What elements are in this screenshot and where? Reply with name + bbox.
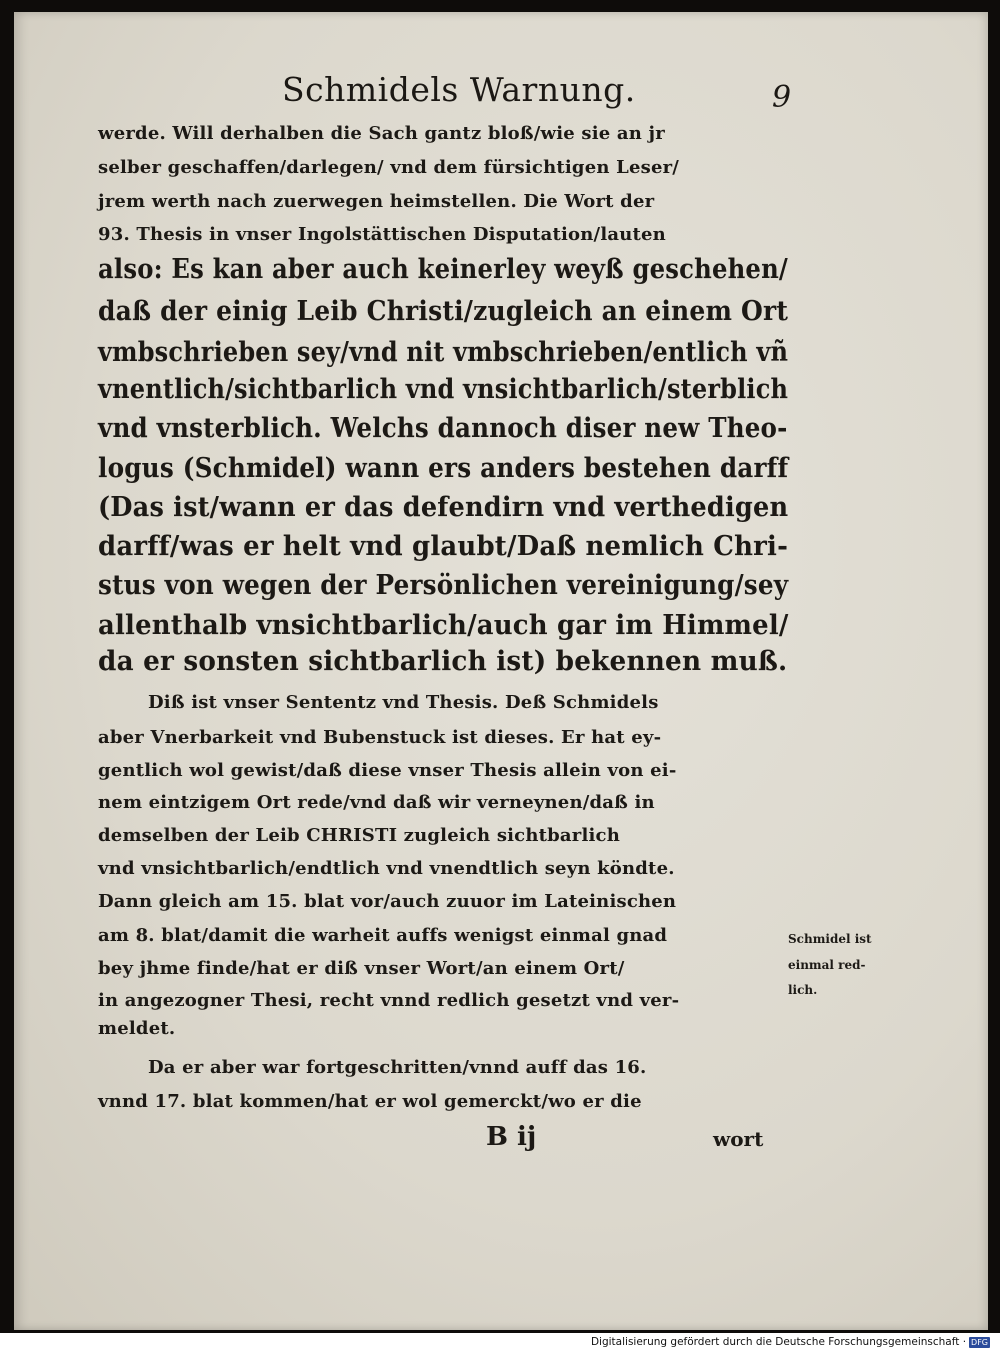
page-number: 9 [772,80,792,115]
credit-text: Digitalisierung gefördert durch die Deutsche Forschungsgemeinschaft · [590,1336,967,1348]
digitization-credit [591,1336,990,1348]
text-line: vnd vnsterblich. Welchs dannoch diser new Theo- [98,413,788,444]
text-line: daß der einig Leib Christi/zugleich an einem Ort [98,296,789,327]
text-line: nem eintzigem Ort rede/vnd daß wir verneynen/daß in [98,792,655,813]
text-line: (Das ist/wann er das defendirn vnd verthedigen [98,492,789,523]
text-line: 93. Thesis in vnser Ingolstättischen Disputation/lauten [98,224,666,245]
text-line: demselben der Leib CHRISTI zugleich sichtbarlich [98,825,621,846]
margin-note-line: lich. [788,983,818,997]
dfg-logo-icon: DFG [971,1337,988,1347]
signature-mark: B ij [486,1122,537,1152]
text-line: Dann gleich am 15. blat vor/auch zuuor im Lateinischen [98,891,677,912]
catchword: wort [713,1127,764,1151]
text-line: in angezogner Thesi, recht vnnd redlich gesetzt vnd ver- [98,990,680,1011]
margin-note-line: einmal red- [788,958,866,972]
text-line: gentlich wol gewist/daß diese vnser Thesis allein von ei- [98,760,677,781]
margin-note-line: Schmidel ist [788,932,872,946]
text-line: stus von wegen der Persönlichen vereinigung/sey [98,570,789,601]
text-line: logus (Schmidel) wann ers anders bestehen darff [98,453,789,484]
text-line: aber Vnerbarkeit vnd Bubenstuck ist dieses. Er hat ey- [98,727,662,748]
text-line: selber geschaffen/darlegen/ vnd dem fürsichtigen Leser/ [98,157,680,178]
text-line: vmbschrieben sey/vnd nit vmbschrieben/entlich vñ [98,337,789,368]
text-line: da er sonsten sichtbarlich ist) bekennen muß. [98,646,788,677]
text-line: vnentlich/sichtbarlich vnd vnsichtbarlich/sterblich [98,374,789,405]
text-line: Diß ist vnser Sententz vnd Thesis. Deß Schmidels [148,692,659,713]
running-head: Schmidels Warnung. [282,70,636,109]
text-line: allenthalb vnsichtbarlich/auch gar im Himmel/ [98,610,789,641]
text-line: bey jhme finde/hat er diß vnser Wort/an einem Ort/ [98,958,625,979]
text-line: am 8. blat/damit die warheit auffs wenigst einmal gnad [98,925,668,946]
text-line: vnnd 17. blat kommen/hat er wol gemerckt/wo er die [98,1091,642,1112]
text-line: meldet. [98,1018,176,1039]
text-line: vnd vnsichtbarlich/endtlich vnd vnendtlich seyn köndte. [98,858,675,879]
text-line: also: Es kan aber auch keinerley weyß geschehen/ [98,254,788,285]
text-line: darff/was er helt vnd glaubt/Daß nemlich Chri- [98,531,789,562]
text-line: jrem werth nach zuerwegen heimstellen. Die Wort der [98,191,655,212]
text-line: Da er aber war fortgeschritten/vnnd auff das 16. [148,1057,647,1078]
text-line: werde. Will derhalben die Sach gantz bloß/wie sie an jr [98,123,665,144]
